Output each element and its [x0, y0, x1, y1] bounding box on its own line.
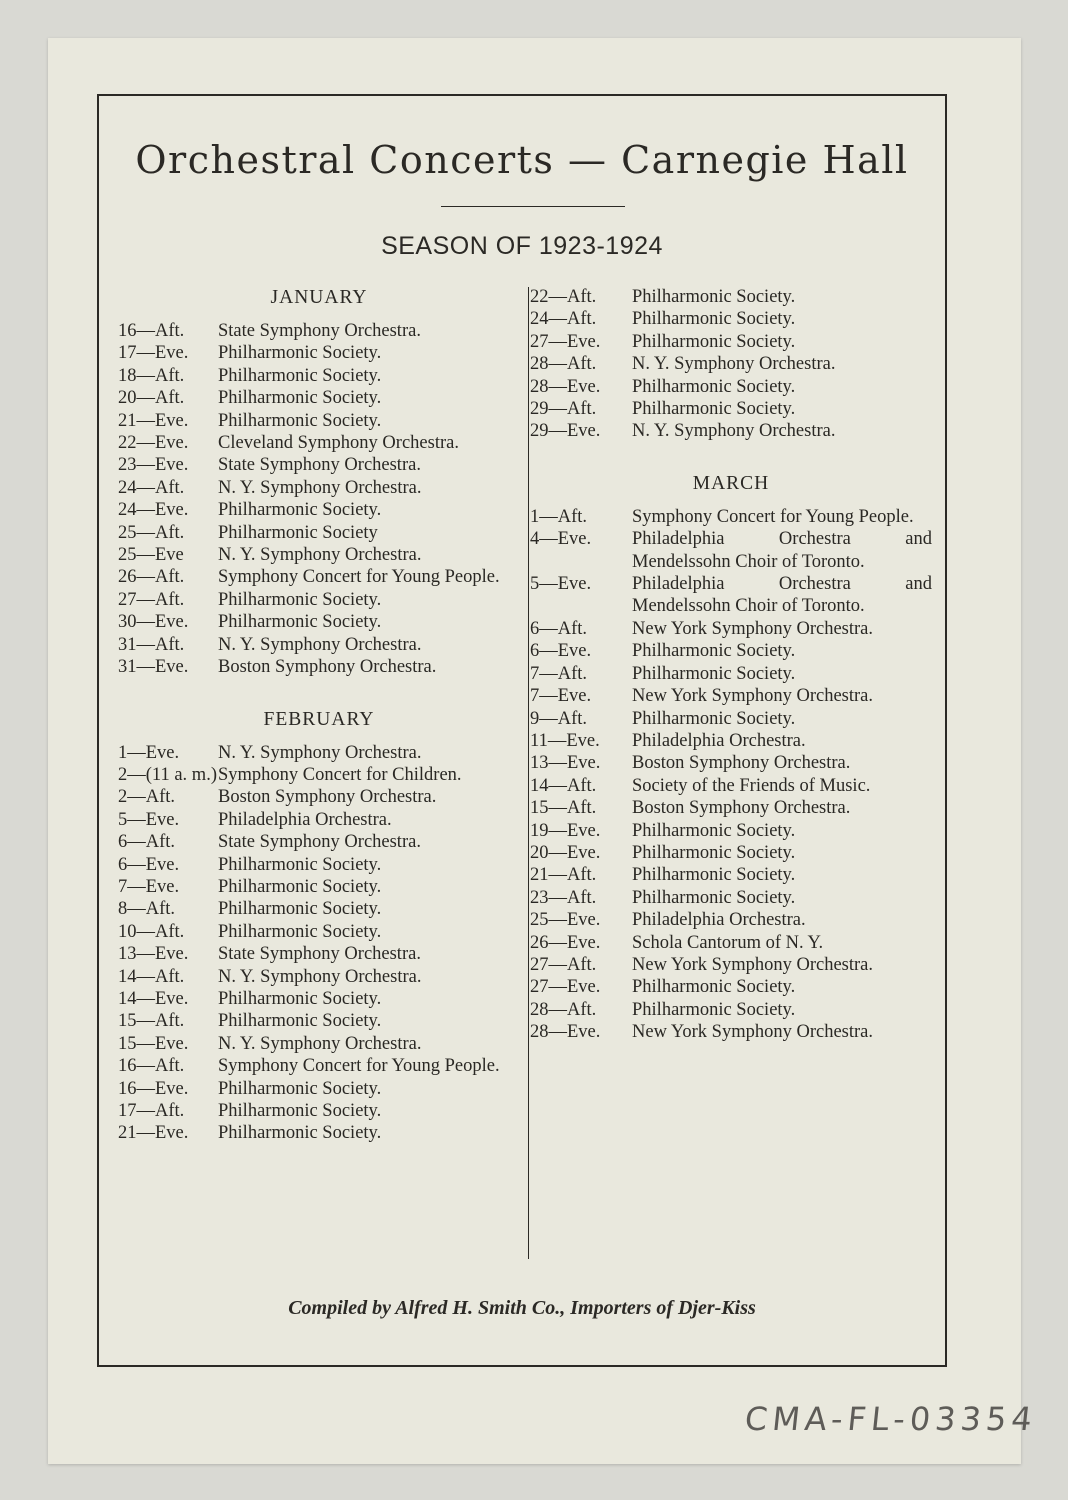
concert-entry: [118, 454, 520, 476]
concert-entry: [530, 308, 932, 330]
concert-date: 6—Eve.: [118, 854, 180, 875]
left-column: [118, 284, 520, 1145]
concert-performer: Philharmonic Society.: [632, 887, 796, 908]
concert-performer: New York Symphony Orchestra.: [632, 618, 873, 639]
concert-date: 20—Aft.: [118, 388, 185, 409]
concert-performer: Philadelphia Orchestra and Mendelssohn Choir of Toronto.: [632, 529, 932, 572]
concert-entry: [118, 656, 520, 678]
concert-date: 28—Aft.: [530, 999, 597, 1020]
concert-entry: [118, 1010, 520, 1032]
concert-date: 24—Eve.: [118, 500, 189, 521]
concert-entry: [118, 1033, 520, 1055]
concert-performer: Philharmonic Society.: [632, 663, 796, 684]
concert-date: 19—Eve.: [530, 820, 601, 841]
concert-performer: Symphony Concert for Children.: [218, 764, 462, 785]
concert-performer: Philharmonic Society.: [218, 343, 382, 364]
concert-date: 7—Aft.: [530, 663, 588, 684]
concert-performer: N. Y. Symphony Orchestra.: [632, 421, 836, 442]
concert-date: 5—Eve.: [118, 809, 180, 830]
concert-performer: New York Symphony Orchestra.: [632, 686, 873, 707]
concert-date: 29—Eve.: [530, 421, 601, 442]
concert-entry: [118, 1078, 520, 1100]
concert-entry: [530, 820, 932, 842]
concert-date: 20—Eve.: [530, 842, 601, 863]
month-heading: FEBRUARY: [263, 708, 375, 730]
concert-entry: [118, 1055, 520, 1077]
concert-entry: [530, 398, 932, 420]
concert-date: 14—Eve.: [118, 988, 189, 1009]
concert-entry: [530, 976, 932, 998]
concert-performer: Philharmonic Society.: [632, 865, 796, 886]
concert-date: 26—Aft.: [118, 567, 185, 588]
concert-performer: Philharmonic Society.: [632, 309, 796, 330]
concert-performer: Symphony Concert for Young People.: [218, 567, 500, 588]
concert-date: 25—Eve.: [530, 910, 601, 931]
concert-date: 31—Eve.: [118, 657, 189, 678]
concert-date: 27—Eve.: [530, 977, 601, 998]
concert-entry: [118, 854, 520, 876]
concert-date: 21—Eve.: [118, 410, 189, 431]
concert-entry: [118, 477, 520, 499]
concert-performer: Philadelphia Orchestra and Mendelssohn Choir of Toronto.: [632, 574, 932, 617]
concert-entry: [530, 864, 932, 886]
concert-date: 7—Eve.: [118, 876, 180, 897]
concert-date: 15—Eve.: [118, 1033, 189, 1054]
concert-entry: [530, 376, 932, 398]
concert-date: 28—Aft.: [530, 354, 597, 375]
concert-date: 25—Aft.: [118, 522, 185, 543]
month-heading: JANUARY: [270, 287, 368, 308]
concert-entry: [118, 943, 520, 965]
concert-date: 27—Eve.: [530, 331, 601, 352]
concert-entry: [530, 730, 932, 752]
concert-date: 18—Aft.: [118, 365, 185, 386]
concert-entry: [530, 932, 932, 954]
concert-performer: State Symphony Orchestra.: [218, 321, 421, 341]
concert-entry: [118, 876, 520, 898]
concert-performer: Philharmonic Society.: [632, 999, 796, 1020]
catalog-number: CMA-FL-03354: [743, 1400, 1039, 1438]
concert-entry: [530, 775, 932, 797]
concert-performer: Philharmonic Society.: [632, 399, 796, 420]
concert-performer: Boston Symphony Orchestra.: [218, 657, 437, 678]
concert-entry: [530, 1021, 932, 1043]
page-title: Orchestral Concerts — Carnegie Hall: [135, 138, 909, 182]
concert-performer: Boston Symphony Orchestra.: [218, 787, 437, 808]
concert-performer: Philharmonic Society.: [218, 1011, 382, 1032]
concert-entry: [118, 589, 520, 611]
concert-entry: [118, 387, 520, 409]
concert-entry: [530, 685, 932, 707]
concert-date: 6—Aft.: [118, 832, 176, 853]
title-rule: [441, 206, 625, 207]
concert-entry: [530, 887, 932, 909]
concert-performer: N. Y. Symphony Orchestra.: [218, 1033, 422, 1054]
concert-performer: Symphony Concert for Young People.: [632, 506, 914, 527]
concert-entry: [530, 752, 932, 774]
concert-entry: [118, 432, 520, 454]
concert-entry: [118, 634, 520, 656]
concert-performer: State Symphony Orchestra.: [218, 455, 421, 476]
concert-performer: Philharmonic Society.: [632, 641, 796, 662]
concert-date: 5—Eve.: [530, 574, 592, 595]
concert-entry: [530, 420, 932, 442]
concert-date: 14—Aft.: [530, 775, 597, 796]
concert-date: 22—Eve.: [118, 433, 189, 454]
concert-entry: [118, 342, 520, 364]
concert-performer: Philharmonic Society.: [218, 899, 382, 920]
concert-entry: [530, 528, 932, 573]
concert-date: 11—Eve.: [530, 730, 600, 751]
concert-date: 24—Aft.: [118, 477, 185, 498]
concert-performer: Philharmonic Society.: [218, 365, 382, 386]
concert-entry: [118, 764, 520, 786]
concert-date: 8—Aft.: [118, 899, 176, 920]
concert-performer: Philadelphia Orchestra.: [632, 730, 806, 751]
concert-date: 7—Eve.: [530, 686, 592, 707]
concert-date: 29—Aft.: [530, 399, 597, 420]
concert-entry: [118, 566, 520, 588]
concert-entry: [118, 831, 520, 853]
concert-date: 30—Eve.: [118, 612, 189, 633]
concert-entry: [530, 708, 932, 730]
concert-performer: Philharmonic Society.: [632, 287, 796, 307]
concert-performer: New York Symphony Orchestra.: [632, 954, 873, 975]
concert-performer: Cleveland Symphony Orchestra.: [218, 433, 459, 454]
concert-entry: [530, 573, 932, 618]
concert-entry: [118, 320, 520, 342]
concert-entry: [118, 921, 520, 943]
concert-entry: [118, 809, 520, 831]
concert-entry: [530, 331, 932, 353]
concert-entry: [118, 410, 520, 432]
concert-entry: [530, 506, 932, 528]
concert-date: 15—Aft.: [530, 798, 597, 819]
concert-performer: Philharmonic Society.: [218, 388, 382, 409]
concert-entry: [118, 898, 520, 920]
concert-date: 21—Eve.: [118, 1123, 189, 1144]
column-divider: [528, 287, 529, 1259]
concert-date: 1—Eve.: [118, 742, 180, 763]
concert-entry: [118, 966, 520, 988]
concert-performer: Philharmonic Society.: [632, 977, 796, 998]
concert-entry: [530, 286, 932, 308]
concert-performer: New York Symphony Orchestra.: [632, 1022, 873, 1043]
concert-performer: N. Y. Symphony Orchestra.: [218, 477, 422, 498]
concert-performer: Philharmonic Society.: [218, 876, 382, 897]
month-spacer: [118, 312, 520, 320]
concert-entry: [530, 663, 932, 685]
month-spacer: [118, 734, 520, 742]
concert-performer: N. Y. Symphony Orchestra.: [218, 742, 422, 763]
concert-performer: Philharmonic Society.: [632, 708, 796, 729]
concert-date: 10—Aft.: [118, 921, 185, 942]
concert-entry: [118, 499, 520, 521]
concert-date: 2—(11 a. m.): [118, 764, 217, 785]
concert-performer: Philadelphia Orchestra.: [218, 809, 392, 830]
season-heading: SEASON OF 1923-1924: [381, 232, 663, 260]
concert-entry: [530, 353, 932, 375]
concert-entry: [118, 1100, 520, 1122]
concert-date: 9—Aft.: [530, 708, 588, 729]
concert-entry: [118, 1122, 520, 1144]
concert-date: 6—Eve.: [530, 641, 592, 662]
concert-performer: Boston Symphony Orchestra.: [632, 798, 851, 819]
concert-date: 13—Eve.: [118, 944, 189, 965]
concert-performer: Society of the Friends of Music.: [632, 775, 871, 796]
concert-performer: Philharmonic Society.: [218, 1078, 382, 1099]
concert-date: 4—Eve.: [530, 529, 592, 550]
concert-date: 28—Eve.: [530, 1022, 601, 1043]
concert-performer: Philharmonic Society.: [632, 820, 796, 841]
concert-entry: [118, 522, 520, 544]
concert-date: 17—Aft.: [118, 1101, 185, 1121]
concert-date: 31—Aft.: [118, 634, 185, 655]
month-spacer: [530, 498, 932, 506]
concert-performer: Philadelphia Orchestra.: [632, 910, 806, 931]
concert-entry: [118, 786, 520, 808]
concert-date: 27—Aft.: [118, 589, 185, 610]
concert-entry: [118, 611, 520, 633]
concert-performer: N. Y. Symphony Orchestra.: [218, 634, 422, 655]
concert-performer: Boston Symphony Orchestra.: [632, 753, 851, 774]
right-column: [530, 286, 932, 1044]
concert-entry: [530, 618, 932, 640]
concert-date: 26—Eve.: [530, 932, 601, 953]
concert-date: 21—Aft.: [530, 865, 597, 886]
concert-entry: [530, 842, 932, 864]
concert-performer: Philharmonic Society.: [218, 410, 382, 431]
concert-entry: [118, 365, 520, 387]
concert-date: 16—Eve.: [118, 1078, 189, 1099]
concert-entry: [530, 999, 932, 1021]
concert-entry: [118, 544, 520, 566]
concert-performer: N. Y. Symphony Orchestra.: [632, 354, 836, 375]
concert-performer: Philharmonic Society.: [218, 1101, 382, 1121]
concert-date: 13—Eve.: [530, 753, 601, 774]
concert-entry: [118, 742, 520, 764]
concert-date: 17—Eve.: [118, 343, 189, 364]
concert-performer: N. Y. Symphony Orchestra.: [218, 966, 422, 987]
concert-date: 2—Aft.: [118, 787, 176, 808]
concert-performer: Philharmonic Society.: [632, 376, 796, 397]
concert-date: 1—Aft.: [530, 506, 588, 527]
concert-date: 16—Aft.: [118, 321, 185, 341]
concert-entry: [530, 797, 932, 819]
concert-entry: [530, 640, 932, 662]
concert-date: 23—Eve.: [118, 455, 189, 476]
concert-performer: Philharmonic Society.: [632, 842, 796, 863]
concert-date: 15—Aft.: [118, 1011, 185, 1032]
concert-performer: Philharmonic Society.: [632, 331, 796, 352]
concert-date: 25—Eve: [118, 545, 184, 566]
concert-performer: Philharmonic Society.: [218, 921, 382, 942]
concert-performer: Philharmonic Society.: [218, 500, 382, 521]
concert-performer: Philharmonic Society.: [218, 612, 382, 633]
concert-date: 27—Aft.: [530, 954, 597, 975]
concert-date: 24—Aft.: [530, 309, 597, 330]
concert-date: 14—Aft.: [118, 966, 185, 987]
concert-date: 22—Aft.: [530, 287, 597, 307]
concert-performer: Philharmonic Society.: [218, 988, 382, 1009]
concert-performer: Philharmonic Society.: [218, 589, 382, 610]
concert-performer: N. Y. Symphony Orchestra.: [218, 545, 422, 566]
compiled-by-credit: Compiled by Alfred H. Smith Co., Importers of Djer-Kiss: [288, 1297, 756, 1319]
concert-entry: [530, 909, 932, 931]
concert-performer: State Symphony Orchestra.: [218, 832, 421, 853]
concert-entry: [118, 988, 520, 1010]
concert-performer: Philharmonic Society: [218, 522, 378, 543]
concert-performer: State Symphony Orchestra.: [218, 944, 421, 965]
concert-entry: [530, 954, 932, 976]
concert-date: 28—Eve.: [530, 376, 601, 397]
concert-performer: Philharmonic Society.: [218, 1123, 382, 1144]
concert-performer: Schola Cantorum of N. Y.: [632, 932, 824, 953]
concert-performer: Symphony Concert for Young People.: [218, 1056, 500, 1077]
concert-performer: Philharmonic Society.: [218, 854, 382, 875]
concert-date: 6—Aft.: [530, 618, 588, 639]
concert-date: 23—Aft.: [530, 887, 597, 908]
concert-date: 16—Aft.: [118, 1056, 185, 1077]
month-heading: MARCH: [692, 472, 770, 494]
